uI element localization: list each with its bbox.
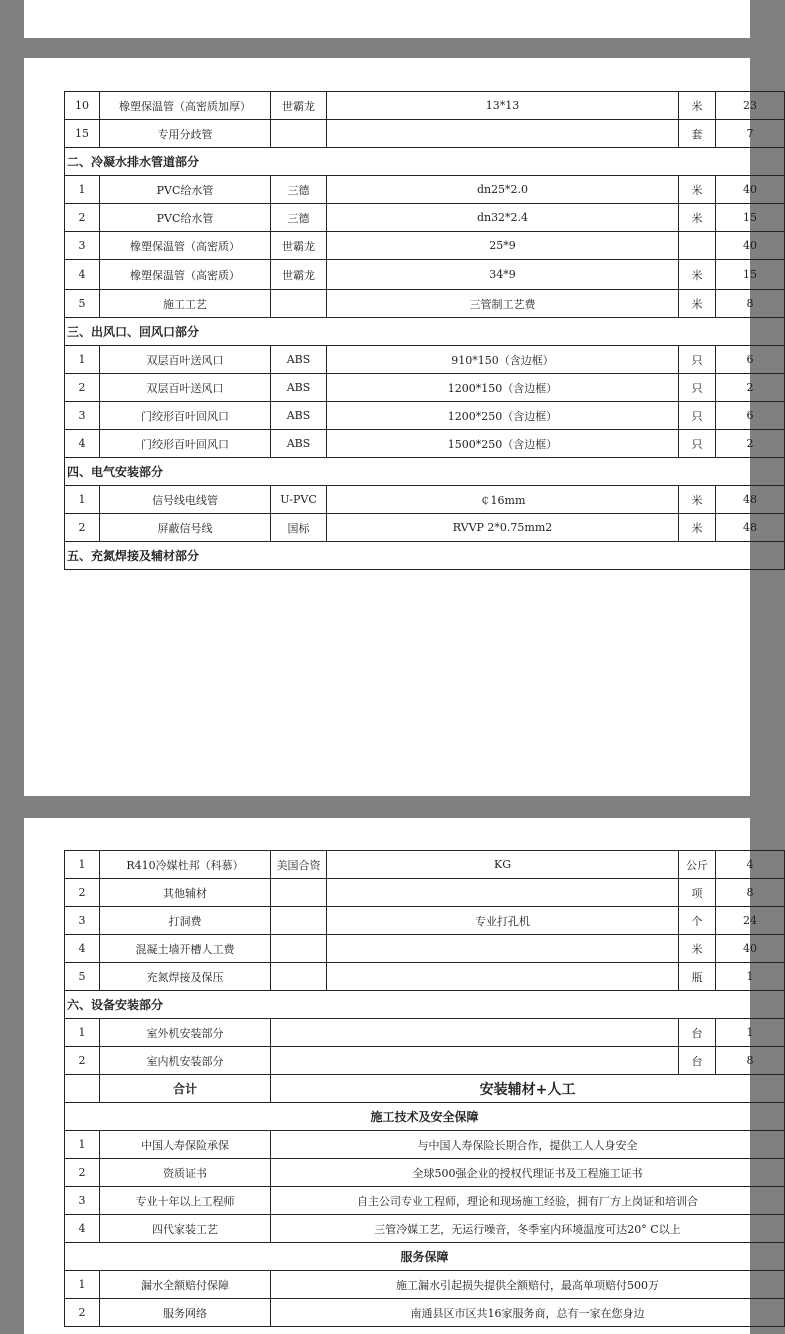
cell-qty: 1 bbox=[716, 1019, 785, 1047]
cell-name: 门绞形百叶回风口 bbox=[100, 430, 271, 458]
cell-name: 充氮焊接及保压 bbox=[100, 963, 271, 991]
cell-name: 四代家装工艺 bbox=[100, 1215, 271, 1243]
table-row bbox=[65, 1215, 785, 1243]
cell-name: 专用分歧管 bbox=[100, 120, 271, 148]
cell-spec: 三管制工艺费 bbox=[327, 290, 679, 318]
cell-spec bbox=[327, 120, 679, 148]
cell-name: PVC给水管 bbox=[100, 176, 271, 204]
table-row bbox=[65, 907, 785, 935]
cell-unit bbox=[679, 232, 716, 260]
cell-no: 4 bbox=[65, 935, 100, 963]
cell-name: 打洞费 bbox=[100, 907, 271, 935]
cell-spec: dn32*2.4 bbox=[327, 204, 679, 232]
cell-brand: ABS bbox=[271, 374, 327, 402]
cell-no: 1 bbox=[65, 486, 100, 514]
cell-spec bbox=[327, 963, 679, 991]
table-row bbox=[65, 1047, 785, 1075]
cell-brand bbox=[271, 290, 327, 318]
table-row bbox=[65, 346, 785, 374]
section-row bbox=[65, 991, 785, 1019]
cell-name: 橡塑保温管（高密质） bbox=[100, 232, 271, 260]
quote-table-2 bbox=[64, 850, 785, 1327]
cell-brand: 美国合资 bbox=[271, 851, 327, 879]
section-title: 三、出风口、回风口部分 bbox=[65, 318, 785, 346]
cell-name: PVC给水管 bbox=[100, 204, 271, 232]
cell-no: 1 bbox=[65, 1019, 100, 1047]
cell-unit: 项 bbox=[679, 879, 716, 907]
cell-unit: 米 bbox=[679, 260, 716, 290]
cell-brand: ABS bbox=[271, 402, 327, 430]
cell-qty: 2 bbox=[716, 374, 785, 402]
cell-qty: 2 bbox=[716, 430, 785, 458]
cell-qty: 48 bbox=[716, 486, 785, 514]
cell-no: 3 bbox=[65, 1187, 100, 1215]
cell-spec: 25*9 bbox=[327, 232, 679, 260]
cell-spec: 1200*150（含边框） bbox=[327, 374, 679, 402]
cell-no: 3 bbox=[65, 907, 100, 935]
cell-qty: 15 bbox=[716, 204, 785, 232]
cell-no: 4 bbox=[65, 430, 100, 458]
cell-unit: 米 bbox=[679, 486, 716, 514]
cell-unit: 公斤 bbox=[679, 851, 716, 879]
cell-unit: 只 bbox=[679, 430, 716, 458]
cell-brand: 三德 bbox=[271, 204, 327, 232]
cell-no: 2 bbox=[65, 1299, 100, 1327]
section-title: 五、充氮焊接及辅材部分 bbox=[65, 542, 785, 570]
cell-no: 4 bbox=[65, 260, 100, 290]
cell-name: 橡塑保温管（高密质） bbox=[100, 260, 271, 290]
cell-name: 室内机安装部分 bbox=[100, 1047, 271, 1075]
cell-blank bbox=[65, 1075, 100, 1103]
cell-unit: 只 bbox=[679, 374, 716, 402]
section-title: 四、电气安装部分 bbox=[65, 458, 785, 486]
cell-brand: U-PVC bbox=[271, 486, 327, 514]
table-row bbox=[65, 1187, 785, 1215]
cell-unit: 米 bbox=[679, 92, 716, 120]
cell-desc: 施工漏水引起损失提供全额赔付，最高单项赔付500万 bbox=[271, 1271, 785, 1299]
cell-qty: 24 bbox=[716, 907, 785, 935]
cell-qty: 15 bbox=[716, 260, 785, 290]
table-row bbox=[65, 402, 785, 430]
table-row bbox=[65, 92, 785, 120]
cell-no: 1 bbox=[65, 1271, 100, 1299]
cell-name: R410冷媒杜邦（科慕） bbox=[100, 851, 271, 879]
cell-desc: 三管冷媒工艺，无运行噪音，冬季室内环境温度可达20° C以上 bbox=[271, 1215, 785, 1243]
cell-desc: 自主公司专业工程师，理论和现场施工经验，拥有厂方上岗证和培训合 bbox=[271, 1187, 785, 1215]
cell-spec: dn25*2.0 bbox=[327, 176, 679, 204]
cell-qty: 23 bbox=[716, 92, 785, 120]
cell-no: 1 bbox=[65, 176, 100, 204]
cell-brand: 国标 bbox=[271, 514, 327, 542]
table-row bbox=[65, 514, 785, 542]
cell-brand bbox=[271, 963, 327, 991]
table-row bbox=[65, 879, 785, 907]
cell-unit: 米 bbox=[679, 290, 716, 318]
service-header: 服务保障 bbox=[65, 1243, 785, 1271]
cell-desc: 与中国人寿保险长期合作，提供工人人身安全 bbox=[271, 1131, 785, 1159]
table-row bbox=[65, 260, 785, 290]
cell-brand bbox=[271, 120, 327, 148]
cell-blank bbox=[271, 1019, 679, 1047]
cell-unit: 台 bbox=[679, 1047, 716, 1075]
cell-no: 2 bbox=[65, 374, 100, 402]
cell-qty: 40 bbox=[716, 232, 785, 260]
section-title: 六、设备安装部分 bbox=[65, 991, 785, 1019]
cell-spec: 13*13 bbox=[327, 92, 679, 120]
table-row bbox=[65, 204, 785, 232]
cell-spec: 1500*250（含边框） bbox=[327, 430, 679, 458]
total-label: 合计 bbox=[100, 1075, 271, 1103]
cell-name: 服务网络 bbox=[100, 1299, 271, 1327]
cell-brand bbox=[271, 879, 327, 907]
section-title: 二、冷凝水排水管道部分 bbox=[65, 148, 785, 176]
cell-unit: 米 bbox=[679, 935, 716, 963]
cell-name: 其他辅材 bbox=[100, 879, 271, 907]
cell-unit: 瓶 bbox=[679, 963, 716, 991]
cell-name: 资质证书 bbox=[100, 1159, 271, 1187]
cell-name: 双层百叶送风口 bbox=[100, 346, 271, 374]
table-row bbox=[65, 430, 785, 458]
cell-unit: 个 bbox=[679, 907, 716, 935]
sheet-page-2 bbox=[24, 818, 757, 1334]
table-row bbox=[65, 1019, 785, 1047]
cell-name: 信号线电线管 bbox=[100, 486, 271, 514]
cell-brand: 世霸龙 bbox=[271, 92, 327, 120]
table-row bbox=[65, 1159, 785, 1187]
cell-no: 2 bbox=[65, 204, 100, 232]
header-row bbox=[65, 1103, 785, 1131]
cell-unit: 套 bbox=[679, 120, 716, 148]
cell-unit: 台 bbox=[679, 1019, 716, 1047]
table-row bbox=[65, 963, 785, 991]
cell-qty: 48 bbox=[716, 514, 785, 542]
total-row bbox=[65, 1075, 785, 1103]
cell-no: 1 bbox=[65, 1131, 100, 1159]
cell-blank bbox=[271, 1047, 679, 1075]
cell-name: 漏水全额赔付保障 bbox=[100, 1271, 271, 1299]
cell-spec: 34*9 bbox=[327, 260, 679, 290]
cell-unit: 米 bbox=[679, 514, 716, 542]
cell-spec: 910*150（含边框） bbox=[327, 346, 679, 374]
cell-spec: RVVP 2*0.75mm2 bbox=[327, 514, 679, 542]
cell-spec bbox=[327, 935, 679, 963]
total-value: 安装辅材+人工 bbox=[271, 1075, 785, 1103]
tech-header: 施工技术及安全保障 bbox=[65, 1103, 785, 1131]
cell-name: 施工工艺 bbox=[100, 290, 271, 318]
cell-qty: 8 bbox=[716, 290, 785, 318]
cell-qty: 8 bbox=[716, 879, 785, 907]
cell-no: 5 bbox=[65, 963, 100, 991]
cell-brand: 三德 bbox=[271, 176, 327, 204]
cell-qty: 1 bbox=[716, 963, 785, 991]
table-row bbox=[65, 1131, 785, 1159]
cell-spec: 专业打孔机 bbox=[327, 907, 679, 935]
cell-qty: 8 bbox=[716, 1047, 785, 1075]
cell-brand bbox=[271, 907, 327, 935]
cell-qty: 40 bbox=[716, 935, 785, 963]
cell-brand: 世霸龙 bbox=[271, 232, 327, 260]
cell-brand: ABS bbox=[271, 346, 327, 374]
table-row bbox=[65, 486, 785, 514]
table-row bbox=[65, 1271, 785, 1299]
cell-no: 3 bbox=[65, 232, 100, 260]
cell-no: 2 bbox=[65, 514, 100, 542]
cell-name: 室外机安装部分 bbox=[100, 1019, 271, 1047]
cell-spec bbox=[327, 879, 679, 907]
cell-name: 橡塑保温管（高密质加厚） bbox=[100, 92, 271, 120]
table-row bbox=[65, 935, 785, 963]
cell-desc: 全球500强企业的授权代理证书及工程施工证书 bbox=[271, 1159, 785, 1187]
cell-no: 1 bbox=[65, 346, 100, 374]
cell-no: 1 bbox=[65, 851, 100, 879]
cell-no: 3 bbox=[65, 402, 100, 430]
cell-qty: 6 bbox=[716, 402, 785, 430]
sheet-page-top bbox=[24, 0, 750, 38]
cell-name: 专业十年以上工程师 bbox=[100, 1187, 271, 1215]
cell-no: 15 bbox=[65, 120, 100, 148]
section-row bbox=[65, 148, 785, 176]
cell-qty: 4 bbox=[716, 851, 785, 879]
cell-qty: 6 bbox=[716, 346, 785, 374]
table-row bbox=[65, 374, 785, 402]
table-row bbox=[65, 290, 785, 318]
quote-table-1 bbox=[64, 91, 785, 570]
table-row bbox=[65, 1299, 785, 1327]
cell-name: 混凝土墙开槽人工费 bbox=[100, 935, 271, 963]
cell-name: 中国人寿保险承保 bbox=[100, 1131, 271, 1159]
cell-name: 门绞形百叶回风口 bbox=[100, 402, 271, 430]
cell-spec: ￠16mm bbox=[327, 486, 679, 514]
section-row bbox=[65, 458, 785, 486]
table-row bbox=[65, 851, 785, 879]
cell-unit: 米 bbox=[679, 204, 716, 232]
cell-unit: 只 bbox=[679, 346, 716, 374]
cell-name: 双层百叶送风口 bbox=[100, 374, 271, 402]
cell-desc: 南通县区市区共16家服务商，总有一家在您身边 bbox=[271, 1299, 785, 1327]
sheet-page-1 bbox=[24, 58, 757, 796]
section-row bbox=[65, 542, 785, 570]
header-row bbox=[65, 1243, 785, 1271]
cell-no: 2 bbox=[65, 1159, 100, 1187]
cell-spec: KG bbox=[327, 851, 679, 879]
cell-no: 2 bbox=[65, 1047, 100, 1075]
cell-brand bbox=[271, 935, 327, 963]
cell-qty: 7 bbox=[716, 120, 785, 148]
cell-brand: 世霸龙 bbox=[271, 260, 327, 290]
table-row bbox=[65, 176, 785, 204]
cell-spec: 1200*250（含边框） bbox=[327, 402, 679, 430]
cell-no: 10 bbox=[65, 92, 100, 120]
cell-no: 2 bbox=[65, 879, 100, 907]
section-row bbox=[65, 318, 785, 346]
cell-unit: 只 bbox=[679, 402, 716, 430]
cell-name: 屏蔽信号线 bbox=[100, 514, 271, 542]
cell-qty: 40 bbox=[716, 176, 785, 204]
cell-unit: 米 bbox=[679, 176, 716, 204]
cell-no: 4 bbox=[65, 1215, 100, 1243]
table-row bbox=[65, 232, 785, 260]
cell-brand: ABS bbox=[271, 430, 327, 458]
cell-no: 5 bbox=[65, 290, 100, 318]
table-row bbox=[65, 120, 785, 148]
